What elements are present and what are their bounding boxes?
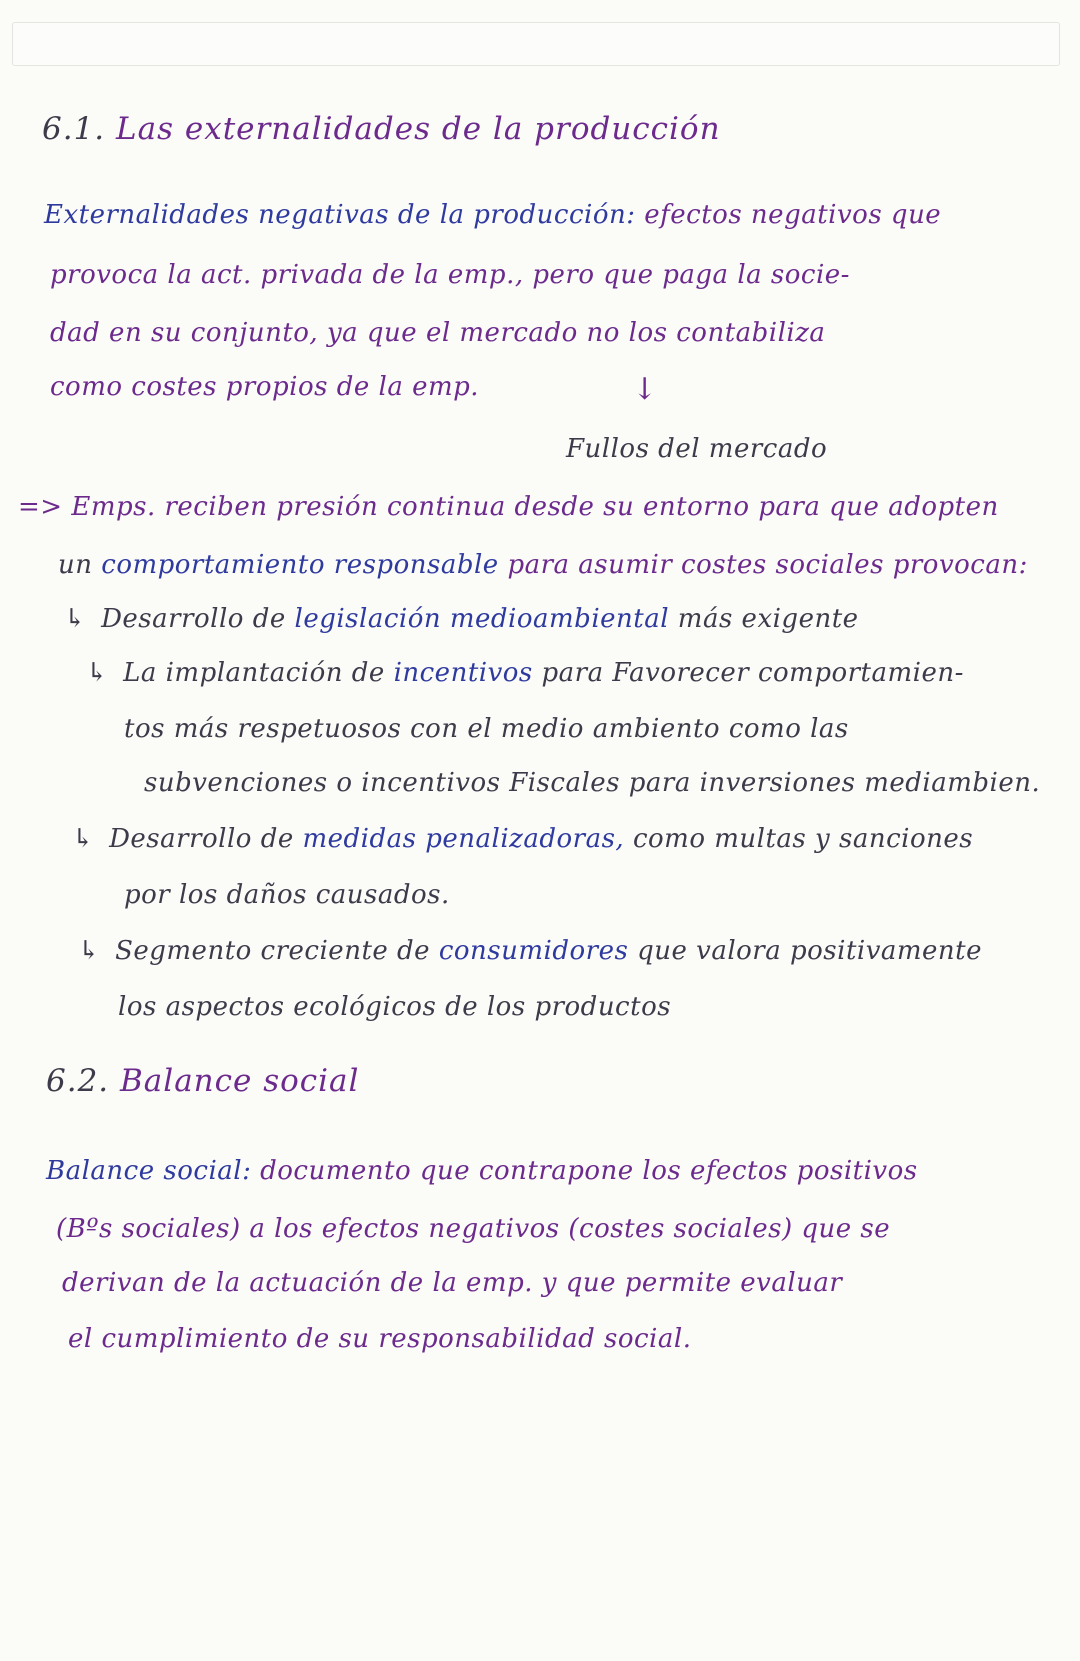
definition-1-text-start: efectos negativos que (644, 200, 942, 230)
section-6-1-title-rest: externalidades de la producción (184, 111, 721, 147)
definition-1-line-3: dad en su conjunto, ya que el mercado no los contabiliza (50, 318, 826, 348)
definition-2-line-3: derivan de la actuación de la emp. y que permite evaluar (62, 1268, 843, 1298)
bullet-penalties (72, 822, 973, 856)
bullet-legislation-end: más exigente (677, 604, 859, 634)
section-6-1-title-word: Las (116, 111, 174, 147)
bullet-penalties-end: como multas y sanciones (632, 824, 974, 854)
pressure-line-2-start: un (58, 550, 93, 580)
bullet-incentives-end: para Favorecer comportamien- (541, 658, 964, 688)
bullet-incentives-continuation-1: tos más respetuosos con el medio ambiento como las (124, 714, 849, 744)
section-6-1-title (42, 112, 721, 146)
definition-2-text-start: documento que contrapone los efectos positivos (260, 1156, 918, 1186)
section-6-2-title (46, 1064, 359, 1098)
arrow-right-icon: ↳ (78, 936, 101, 966)
bullet-penalties-start: Desarrollo de (109, 824, 294, 854)
bullet-legislation-start: Desarrollo de (101, 604, 286, 634)
bullet-consumers-end: que valora positivamente (637, 936, 983, 966)
market-failure-conclusion: Fullos del mercado (566, 434, 828, 464)
bullet-incentives-start: La implantación de (123, 658, 385, 688)
pressure-line-2-end: para asumir costes sociales provocan: (507, 550, 1028, 580)
arrow-right-icon: ↳ (64, 604, 87, 634)
bullet-penalties-highlight: medidas penalizadoras, (302, 824, 625, 854)
bullet-consumers (78, 934, 982, 968)
definition-2-line-4: el cumplimiento de su responsabilidad social. (68, 1324, 692, 1354)
pressure-line-1: => Emps. reciben presión continua desde su entorno para que adopten (18, 492, 999, 522)
definition-1-line-2: provoca la act. privada de la emp., pero que paga la socie- (50, 260, 850, 290)
section-6-1-number: 6.1. (42, 111, 106, 147)
section-6-2-number: 6.2. (46, 1063, 110, 1099)
down-arrow-icon: ↓ (632, 372, 658, 407)
definition-2-term: Balance social: (46, 1156, 252, 1186)
arrow-right-icon: ↳ (86, 658, 109, 688)
arrow-right-icon: ↳ (72, 824, 95, 854)
pressure-line-2 (58, 548, 1028, 582)
bullet-legislation (64, 602, 859, 636)
bullet-consumers-continuation: los aspectos ecológicos de los productos (118, 992, 672, 1022)
bullet-consumers-highlight: consumidores (438, 936, 629, 966)
definition-1-term: Externalidades negativas de la producción: (44, 200, 636, 230)
definition-2-line-2: (Bºs sociales) a los efectos negativos (costes sociales) que se (56, 1214, 891, 1244)
bullet-legislation-highlight: legislación medioambiental (294, 604, 670, 634)
definition-1-line-4: como costes propios de la emp. (50, 372, 480, 402)
bullet-incentives-continuation-2: subvenciones o incentivos Fiscales para inversiones mediambien. (144, 768, 1041, 798)
section-6-2-title-text: Balance social (120, 1063, 360, 1099)
definition-1-line-1 (44, 198, 941, 232)
pressure-line-2-highlight: comportamiento responsable (101, 550, 499, 580)
bullet-incentives (86, 656, 964, 690)
page-header-box (12, 22, 1060, 66)
definition-2-line-1 (46, 1154, 918, 1188)
bullet-incentives-highlight: incentivos (393, 658, 533, 688)
bullet-consumers-start: Segmento creciente de (115, 936, 431, 966)
bullet-penalties-continuation: por los daños causados. (124, 880, 450, 910)
